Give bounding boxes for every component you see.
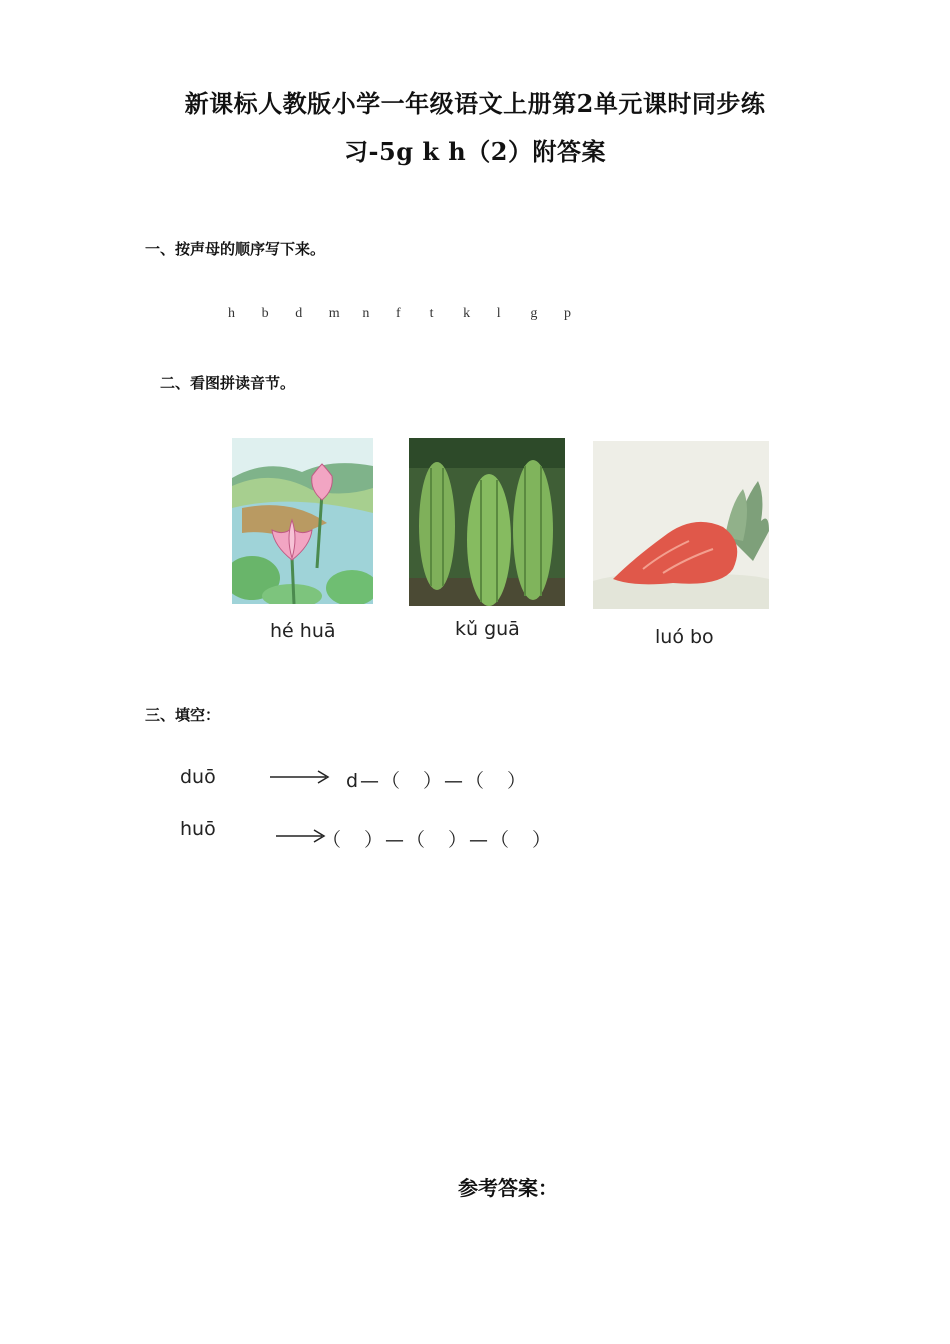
letter: p xyxy=(563,306,571,321)
letter-sequence xyxy=(228,306,598,322)
document-title-line1: 新课标人教版小学一年级语文上册第2单元课时同步练 xyxy=(184,89,766,118)
letter: t xyxy=(429,306,434,321)
arrow-icon xyxy=(274,824,328,853)
letter: n xyxy=(362,306,370,321)
letter: g xyxy=(530,306,538,321)
bitter-melon-caption: kǔ guā xyxy=(455,618,520,640)
letter: k xyxy=(463,306,471,321)
radish-picture xyxy=(593,441,769,609)
radish-caption: luó bo xyxy=(655,626,714,648)
arrow-icon xyxy=(268,765,332,794)
letter: d xyxy=(295,306,303,321)
lotus-picture xyxy=(232,438,373,604)
section1-heading: 一、按声母的顺序写下来。 xyxy=(145,240,326,258)
lotus-caption: hé huā xyxy=(270,620,336,642)
answer-heading: 参考答案： xyxy=(458,1176,558,1200)
letter: f xyxy=(395,306,401,321)
fill-blank-row2[interactable]: （ ）—（ ）—（ ） xyxy=(322,829,554,851)
syllable-duo: duō xyxy=(180,766,216,788)
letter: m xyxy=(328,306,340,321)
letter: b xyxy=(261,306,269,321)
section3-heading: 三、填空： xyxy=(145,706,221,724)
document-title-line2: 习-5g k h（2）附答案 xyxy=(344,137,606,166)
letter: h xyxy=(228,306,235,321)
section2-heading: 二、看图拼读音节。 xyxy=(160,374,296,392)
syllable-huo: huō xyxy=(180,818,216,840)
bitter-melon-picture xyxy=(409,438,565,606)
fill-blank-row1[interactable]: d—（ ）—（ ） xyxy=(346,770,529,792)
letter: l xyxy=(496,306,501,321)
